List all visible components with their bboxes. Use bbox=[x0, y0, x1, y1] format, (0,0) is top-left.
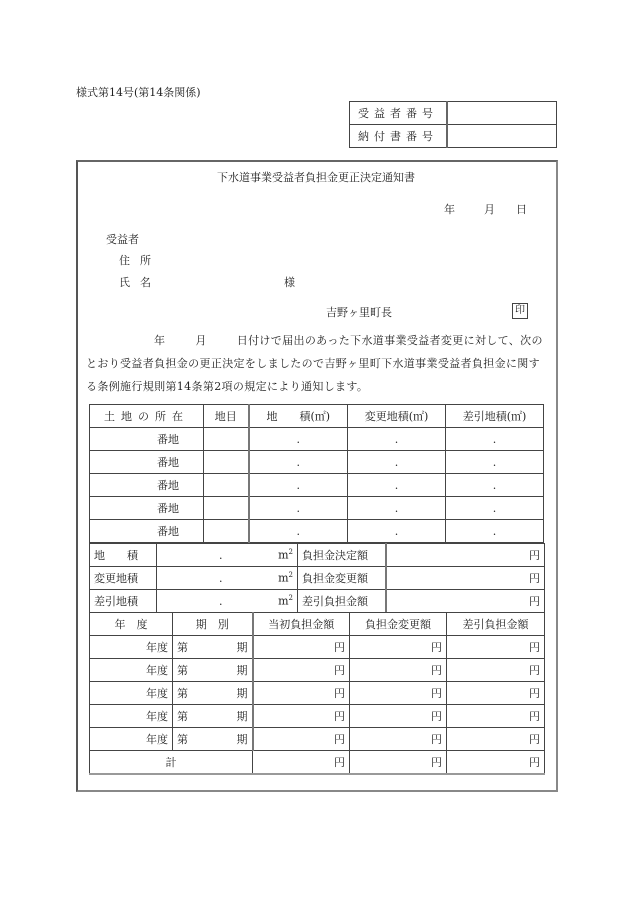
recipient-label: 受益者 bbox=[106, 233, 139, 246]
diff-cell[interactable]: 円 bbox=[447, 705, 545, 728]
total-label: 計 bbox=[90, 751, 253, 775]
money-value[interactable]: 円 bbox=[386, 544, 545, 567]
category-cell[interactable] bbox=[204, 451, 249, 474]
summary-row bbox=[90, 544, 545, 567]
unit-sup: 2 bbox=[288, 594, 293, 603]
diff-area-cell[interactable]: . bbox=[446, 520, 544, 543]
diff-cell[interactable]: 円 bbox=[447, 636, 545, 659]
unit-text: m bbox=[278, 571, 289, 585]
money-value[interactable]: 円 bbox=[386, 567, 545, 590]
summary-row bbox=[90, 590, 545, 613]
land-table-header bbox=[90, 405, 544, 428]
fiscal-year-cell[interactable]: 年度 bbox=[90, 659, 173, 682]
period-cell[interactable] bbox=[173, 705, 253, 728]
fiscal-year-cell[interactable]: 年度 bbox=[90, 636, 173, 659]
summary-value[interactable]: . bbox=[157, 590, 227, 613]
total-row bbox=[90, 751, 545, 775]
diff-cell[interactable]: 円 bbox=[447, 728, 545, 751]
period-cell[interactable] bbox=[173, 728, 253, 751]
change-cell[interactable]: 円 bbox=[350, 705, 447, 728]
header-diff-area: 差引地積(㎡) bbox=[446, 405, 544, 428]
period-suffix: 期 bbox=[236, 664, 248, 677]
header-fiscal-year: 年 度 bbox=[90, 613, 173, 636]
total-change[interactable]: 円 bbox=[350, 751, 447, 775]
location-cell[interactable]: 番地 bbox=[90, 497, 204, 520]
money-label: 差引負担金額 bbox=[298, 590, 386, 613]
installment-table bbox=[89, 612, 545, 775]
initial-cell[interactable]: 円 bbox=[253, 636, 350, 659]
area-cell[interactable]: . bbox=[249, 474, 348, 497]
category-cell[interactable] bbox=[204, 474, 249, 497]
changed-area-cell[interactable]: . bbox=[348, 497, 446, 520]
area-cell[interactable]: . bbox=[249, 497, 348, 520]
table-row bbox=[90, 659, 545, 682]
header-diff: 差引負担金額 bbox=[447, 613, 545, 636]
beneficiary-number-row bbox=[350, 102, 557, 125]
summary-label: 差引地積 bbox=[90, 590, 157, 613]
diff-cell[interactable]: 円 bbox=[447, 682, 545, 705]
money-value[interactable]: 円 bbox=[386, 590, 545, 613]
table-row bbox=[90, 474, 544, 497]
header-change: 負担金変更額 bbox=[350, 613, 447, 636]
location-cell[interactable]: 番地 bbox=[90, 428, 204, 451]
honorific: 様 bbox=[284, 276, 295, 289]
area-cell[interactable]: . bbox=[249, 428, 348, 451]
period-suffix: 期 bbox=[236, 710, 248, 723]
period-cell[interactable] bbox=[173, 636, 253, 659]
unit-text: m bbox=[278, 548, 289, 562]
summary-unit bbox=[227, 590, 298, 613]
period-prefix: 第 bbox=[177, 687, 188, 700]
unit-sup: 2 bbox=[288, 548, 293, 557]
period-suffix: 期 bbox=[236, 687, 248, 700]
header-initial: 当初負担金額 bbox=[253, 613, 350, 636]
form-number: 様式第14号(第14条関係) bbox=[76, 86, 201, 99]
summary-unit bbox=[227, 567, 298, 590]
header-area: 地 積(㎡) bbox=[249, 405, 348, 428]
table-row bbox=[90, 497, 544, 520]
initial-cell[interactable]: 円 bbox=[253, 705, 350, 728]
address-label: 住所 bbox=[119, 254, 161, 267]
summary-label: 地 積 bbox=[90, 544, 157, 567]
land-table bbox=[89, 404, 544, 543]
body-month: 月 bbox=[195, 334, 207, 347]
location-cell[interactable]: 番地 bbox=[90, 474, 204, 497]
changed-area-cell[interactable]: . bbox=[348, 451, 446, 474]
date-month-label: 月 bbox=[484, 203, 495, 216]
category-cell[interactable] bbox=[204, 428, 249, 451]
issuer-name: 吉野ヶ里町長 bbox=[326, 306, 392, 319]
change-cell[interactable]: 円 bbox=[350, 659, 447, 682]
document-title: 下水道事業受益者負担金更正決定通知書 bbox=[217, 171, 415, 184]
fiscal-year-cell[interactable]: 年度 bbox=[90, 705, 173, 728]
summary-value[interactable]: . bbox=[157, 544, 227, 567]
category-cell[interactable] bbox=[204, 497, 249, 520]
period-prefix: 第 bbox=[177, 664, 188, 677]
area-cell[interactable]: . bbox=[249, 451, 348, 474]
changed-area-cell[interactable]: . bbox=[348, 520, 446, 543]
total-diff[interactable]: 円 bbox=[447, 751, 545, 775]
summary-table bbox=[89, 543, 545, 613]
summary-unit bbox=[227, 544, 298, 567]
body-text: 日付けで届出のあった下水道事業受益者変更に対して、次のとおり受益者負担金の更正決定をしましたので吉野ヶ里町下水道事業受益者負担金に関する条例施行規則第14条第2項の規定により通知します。 bbox=[86, 334, 543, 393]
beneficiary-number-label: 受益者番号 bbox=[350, 102, 448, 125]
initial-cell[interactable]: 円 bbox=[253, 682, 350, 705]
period-cell[interactable] bbox=[173, 659, 253, 682]
changed-area-cell[interactable]: . bbox=[348, 474, 446, 497]
summary-label: 変更地積 bbox=[90, 567, 157, 590]
money-label: 負担金決定額 bbox=[298, 544, 386, 567]
period-prefix: 第 bbox=[177, 710, 188, 723]
summary-row bbox=[90, 567, 545, 590]
invoice-number-field[interactable] bbox=[447, 125, 557, 148]
seal-icon: 印 bbox=[512, 303, 528, 319]
period-suffix: 期 bbox=[236, 733, 248, 746]
change-cell[interactable]: 円 bbox=[350, 728, 447, 751]
name-label: 氏名 bbox=[119, 276, 161, 289]
table-row bbox=[90, 728, 545, 751]
diff-area-cell[interactable]: . bbox=[446, 474, 544, 497]
header-location: 土地の所在 bbox=[90, 405, 204, 428]
table-row bbox=[90, 705, 545, 728]
summary-value[interactable]: . bbox=[157, 567, 227, 590]
initial-cell[interactable]: 円 bbox=[253, 659, 350, 682]
changed-area-cell[interactable]: . bbox=[348, 428, 446, 451]
header-category: 地目 bbox=[204, 405, 249, 428]
money-label: 負担金変更額 bbox=[298, 567, 386, 590]
period-cell[interactable] bbox=[173, 682, 253, 705]
change-cell[interactable]: 円 bbox=[350, 682, 447, 705]
total-initial[interactable]: 円 bbox=[253, 751, 350, 775]
table-row bbox=[90, 520, 544, 543]
id-number-box bbox=[349, 101, 557, 148]
table-row bbox=[90, 451, 544, 474]
table-row bbox=[90, 636, 545, 659]
invoice-number-row bbox=[350, 125, 557, 148]
diff-area-cell[interactable]: . bbox=[446, 428, 544, 451]
initial-cell[interactable]: 円 bbox=[253, 728, 350, 751]
location-cell[interactable]: 番地 bbox=[90, 520, 204, 543]
unit-sup: 2 bbox=[288, 571, 293, 580]
diff-cell[interactable]: 円 bbox=[447, 659, 545, 682]
diff-area-cell[interactable]: . bbox=[446, 497, 544, 520]
header-changed-area: 変更地積(㎡) bbox=[348, 405, 446, 428]
diff-area-cell[interactable]: . bbox=[446, 451, 544, 474]
area-cell[interactable]: . bbox=[249, 520, 348, 543]
change-cell[interactable]: 円 bbox=[350, 636, 447, 659]
beneficiary-number-field[interactable] bbox=[447, 102, 557, 125]
installment-header bbox=[90, 613, 545, 636]
invoice-number-label: 納付書番号 bbox=[350, 125, 448, 148]
location-cell[interactable]: 番地 bbox=[90, 451, 204, 474]
period-prefix: 第 bbox=[177, 733, 188, 746]
fiscal-year-cell[interactable]: 年度 bbox=[90, 728, 173, 751]
period-prefix: 第 bbox=[177, 641, 188, 654]
table-row bbox=[90, 682, 545, 705]
header-period: 期 別 bbox=[173, 613, 253, 636]
date-year-label: 年 bbox=[444, 203, 455, 216]
period-suffix: 期 bbox=[236, 641, 248, 654]
notice-body bbox=[86, 329, 548, 398]
fiscal-year-cell[interactable]: 年度 bbox=[90, 682, 173, 705]
table-row bbox=[90, 428, 544, 451]
unit-text: m bbox=[278, 594, 289, 608]
body-year: 年 bbox=[154, 334, 166, 347]
category-cell[interactable] bbox=[204, 520, 249, 543]
date-day-label: 日 bbox=[516, 203, 527, 216]
